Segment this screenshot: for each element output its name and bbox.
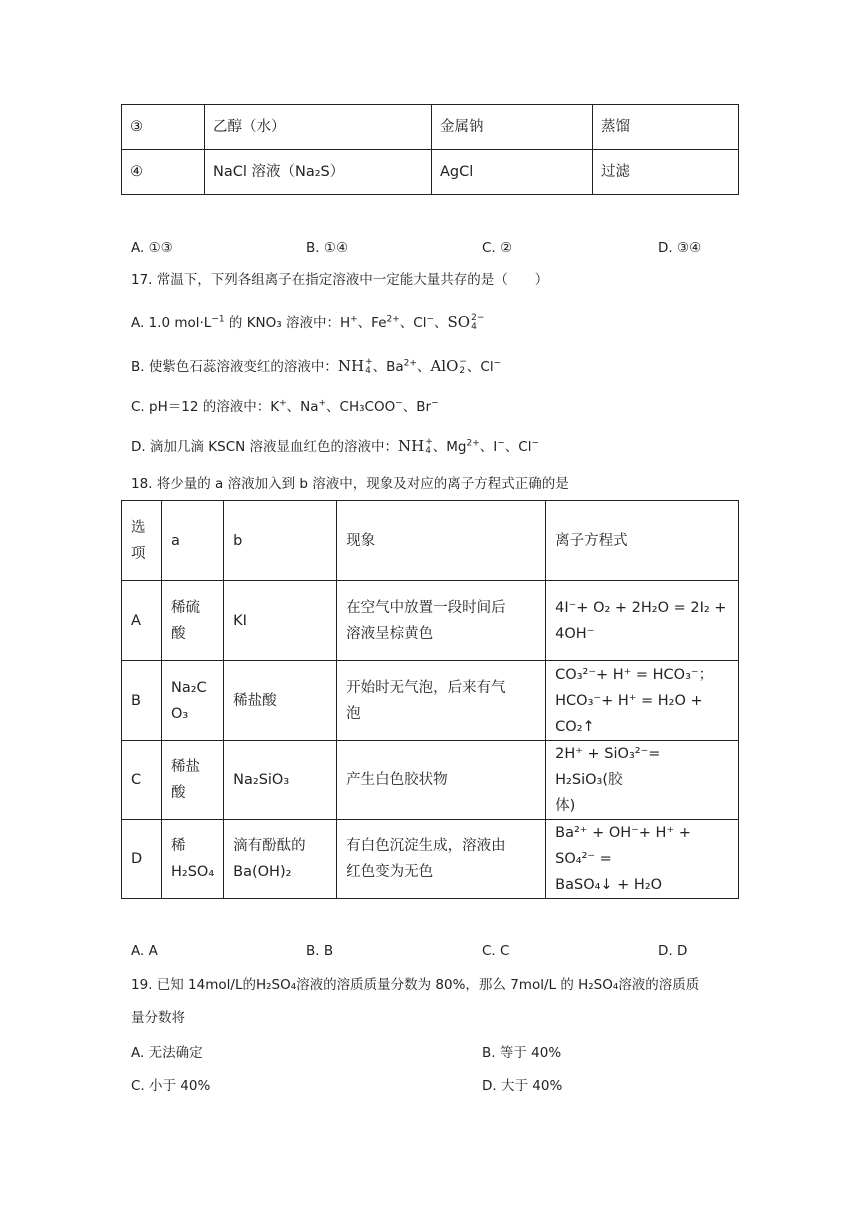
separation-table [121,104,739,195]
cell-equation: Ba²⁺ + OH⁻+ H⁺ + SO₄²⁻ = BaSO₄↓ + H₂O [546,820,739,899]
row-option: B [122,661,162,741]
cell-phenomenon: 有白色沉淀生成，溶液由 红色变为无色 [337,820,546,899]
q19-option-d: D. 大于 40% [482,1078,563,1094]
q18-stem: 18. 将少量的 a 溶液加入到 b 溶液中，现象及对应的离子方程式正确的是 [131,476,569,492]
cell-a: 稀盐 酸 [162,741,224,820]
cell-b: Na₂SiO₃ [224,741,337,820]
cell-a: Na₂C O₃ [162,661,224,741]
q18-option-d: D. D [658,943,688,959]
q18-option-c: C. C [482,943,510,959]
row-option: C [122,741,162,820]
table-row [122,661,739,741]
q16-option-c: C. ② [482,240,513,256]
row-number: ④ [122,150,205,195]
cell-phenomenon: 产生白色胶状物 [337,741,546,820]
cell-phenomenon: 开始时无气泡，后来有气 泡 [337,661,546,741]
header-option: 选 项 [122,501,162,581]
q16-option-d: D. ③④ [658,240,702,256]
q16-option-a: A. ①③ [131,240,173,256]
q18-option-b: B. B [306,943,334,959]
mixture-cell: NaCl 溶液（Na₂S） [205,150,432,195]
header-a: a [162,501,224,581]
method-cell: 过滤 [593,150,739,195]
q17-option-d: D. 滴加几滴 KSCN 溶液显血红色的溶液中：NH+ 4 、$Mg^{2+}$、I−、Cl− [131,437,540,456]
row-option: D [122,820,162,899]
q19-stem-line1: 19. 已知 14mol/L的H₂SO₄溶液的溶质质量分数为 80%，那么 7mol/L 的 H₂SO₄溶液的溶质质 [131,977,700,993]
cell-a: 稀硫 酸 [162,581,224,661]
q17-stem: 17. 常温下，下列各组离子在指定溶液中一定能大量共存的是（ ） [131,272,549,288]
cell-a: 稀 H₂SO₄ [162,820,224,899]
q19-option-a: A. 无法确定 [131,1045,203,1061]
table-row [122,150,739,195]
cell-b: 稀盐酸 [224,661,337,741]
reagent-cell: 金属钠 [432,105,593,150]
q16-option-b: B. ①④ [306,240,349,256]
cell-equation: 2H⁺ + SiO₃²⁻= H₂SiO₃(胶 体) [546,741,739,820]
q18-option-a: A. A [131,943,158,959]
q19-option-c: C. 小于 40% [131,1078,211,1094]
table-row [122,105,739,150]
table-row [122,741,739,820]
mixture-cell: 乙醇（水） [205,105,432,150]
table-header-row [122,501,739,581]
q19-option-b: B. 等于 40% [482,1045,562,1061]
q17-option-c: C. pH＝12 的溶液中：K+、Na+、CH₃COO−、Br− [131,398,439,415]
q17-option-b: B. 使紫色石蕊溶液变红的溶液中：NH+ 4 、$Ba^{2+}$、AlO− 2 、Cl− [131,357,502,376]
cell-equation: CO₃²⁻+ H⁺ = HCO₃⁻； HCO₃⁻+ H⁺ = H₂O + CO₂↑ [546,661,739,741]
method-cell: 蒸馏 [593,105,739,150]
header-equation: 离子方程式 [546,501,739,581]
reaction-table [121,500,739,899]
reagent-cell: AgCl [432,150,593,195]
row-number: ③ [122,105,205,150]
cell-b: KI [224,581,337,661]
q17-option-a: A. 1.0 $mol\cdot L^{-1}$ 的 KNO₃ 溶液中：H+、$Fe^{2+}$、Cl−、SO2− 4 [131,313,485,332]
table-row [122,581,739,661]
row-option: A [122,581,162,661]
cell-b: 滴有酚酞的 Ba(OH)₂ [224,820,337,899]
cell-equation: 4I⁻+ O₂ + 2H₂O = 2I₂ + 4OH⁻ [546,581,739,661]
header-b: b [224,501,337,581]
header-phenomenon: 现象 [337,501,546,581]
cell-phenomenon: 在空气中放置一段时间后 溶液呈棕黄色 [337,581,546,661]
table-row [122,820,739,899]
q19-stem-line2: 量分数将 [131,1010,185,1026]
